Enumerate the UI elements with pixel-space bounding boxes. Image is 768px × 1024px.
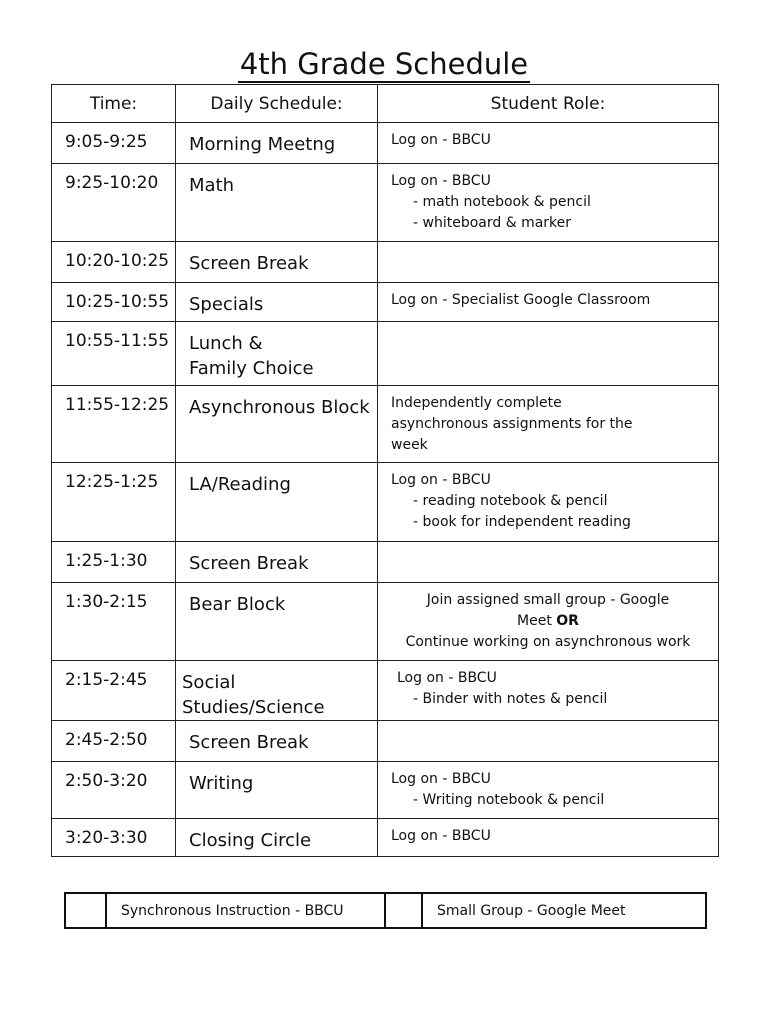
role-cell (378, 463, 719, 542)
table-row (52, 123, 719, 164)
time-cell: 1:25-1:30 (52, 542, 176, 583)
role-cell (378, 661, 719, 721)
role-cell (378, 386, 719, 463)
page-title: 4th Grade Schedule (239, 47, 529, 81)
legend-swatch-small-group (385, 893, 422, 928)
table-row (52, 661, 719, 721)
role-cell (378, 164, 719, 242)
time-cell: 10:20-10:25 (52, 242, 176, 283)
role-subitem: - math notebook & pencil (413, 194, 591, 210)
time-cell: 9:25-10:20 (52, 164, 176, 242)
activity-text: Closing Circle (189, 830, 312, 851)
table-row (52, 542, 719, 583)
role-text: Log on - BBCU (391, 472, 491, 488)
role-text: week (391, 437, 428, 453)
time-cell: 2:45-2:50 (52, 721, 176, 762)
time-cell: 2:15-2:45 (52, 661, 176, 721)
role-subitem: - book for independent reading (413, 514, 631, 530)
activity-text: Specials (189, 294, 264, 315)
table-row (52, 463, 719, 542)
activity-cell (176, 283, 378, 322)
activity-cell (176, 721, 378, 762)
role-text (382, 611, 714, 632)
role-text: Log on - BBCU (391, 173, 491, 189)
activity-text: LA/Reading (189, 474, 291, 495)
schedule-table (51, 84, 719, 857)
activity-text: Asynchronous Block (189, 397, 370, 418)
legend-row (65, 893, 706, 928)
role-subitem: - Writing notebook & pencil (413, 792, 605, 808)
activity-cell (176, 463, 378, 542)
legend-swatch-synchronous (65, 893, 106, 928)
role-text: Log on - Specialist Google Classroom (391, 292, 651, 308)
activity-cell (176, 819, 378, 857)
activity-text: Social Studies/Science (182, 672, 325, 718)
activity-cell (176, 661, 378, 721)
legend-label-synchronous: Synchronous Instruction - BBCU (106, 893, 385, 928)
header-daily-schedule: Daily Schedule: (176, 85, 378, 123)
header-row (52, 85, 719, 123)
activity-cell (176, 583, 378, 661)
legend-label-small-group: Small Group - Google Meet (422, 893, 706, 928)
legend-table (64, 892, 707, 929)
role-cell (378, 721, 719, 762)
header-time: Time: (52, 85, 176, 123)
time-cell: 12:25-1:25 (52, 463, 176, 542)
activity-text: Family Choice (189, 358, 314, 379)
time-cell: 10:55-11:55 (52, 322, 176, 386)
activity-text: Math (189, 175, 235, 196)
table-row (52, 762, 719, 819)
role-cell (378, 542, 719, 583)
activity-text: Morning Meetng (189, 134, 336, 155)
role-text-meet: Meet (517, 613, 552, 629)
activity-cell (176, 242, 378, 283)
role-text: Log on - BBCU (391, 828, 491, 844)
role-subitem: - Binder with notes & pencil (413, 691, 608, 707)
activity-cell (176, 164, 378, 242)
activity-text: Screen Break (189, 253, 309, 274)
table-row (52, 242, 719, 283)
activity-cell (176, 322, 378, 386)
role-cell (378, 283, 719, 322)
role-text: Log on - BBCU (391, 771, 491, 787)
role-cell (378, 762, 719, 819)
role-text: Log on - BBCU (391, 132, 491, 148)
role-subitem: - reading notebook & pencil (413, 493, 608, 509)
role-text: Independently complete (391, 395, 562, 411)
table-row (52, 721, 719, 762)
role-text: Join assigned small group - Google (426, 592, 670, 608)
table-row (52, 819, 719, 857)
time-cell: 1:30-2:15 (52, 583, 176, 661)
time-cell: 11:55-12:25 (52, 386, 176, 463)
activity-text: Lunch & (189, 333, 263, 354)
role-text: Log on - BBCU (397, 670, 497, 686)
time-cell: 9:05-9:25 (52, 123, 176, 164)
role-cell (378, 583, 719, 661)
role-cell (378, 123, 719, 164)
activity-cell (176, 123, 378, 164)
role-cell (378, 322, 719, 386)
table-row (52, 386, 719, 463)
activity-cell (176, 542, 378, 583)
role-subitem: - whiteboard & marker (413, 215, 572, 231)
activity-text: Writing (189, 773, 254, 794)
table-row (52, 164, 719, 242)
time-cell: 10:25-10:55 (52, 283, 176, 322)
activity-text: Bear Block (189, 594, 286, 615)
activity-cell (176, 386, 378, 463)
role-cell (378, 242, 719, 283)
time-cell: 3:20-3:30 (52, 819, 176, 857)
role-text-or: OR (556, 613, 579, 629)
table-row (52, 322, 719, 386)
role-text: asynchronous assignments for the (391, 416, 633, 432)
activity-text: Screen Break (189, 553, 309, 574)
header-student-role: Student Role: (378, 85, 719, 123)
activity-cell (176, 762, 378, 819)
role-text: Continue working on asynchronous work (405, 634, 691, 650)
time-cell: 2:50-3:20 (52, 762, 176, 819)
table-row (52, 583, 719, 661)
table-row (52, 283, 719, 322)
activity-text: Screen Break (189, 732, 309, 753)
role-cell (378, 819, 719, 857)
